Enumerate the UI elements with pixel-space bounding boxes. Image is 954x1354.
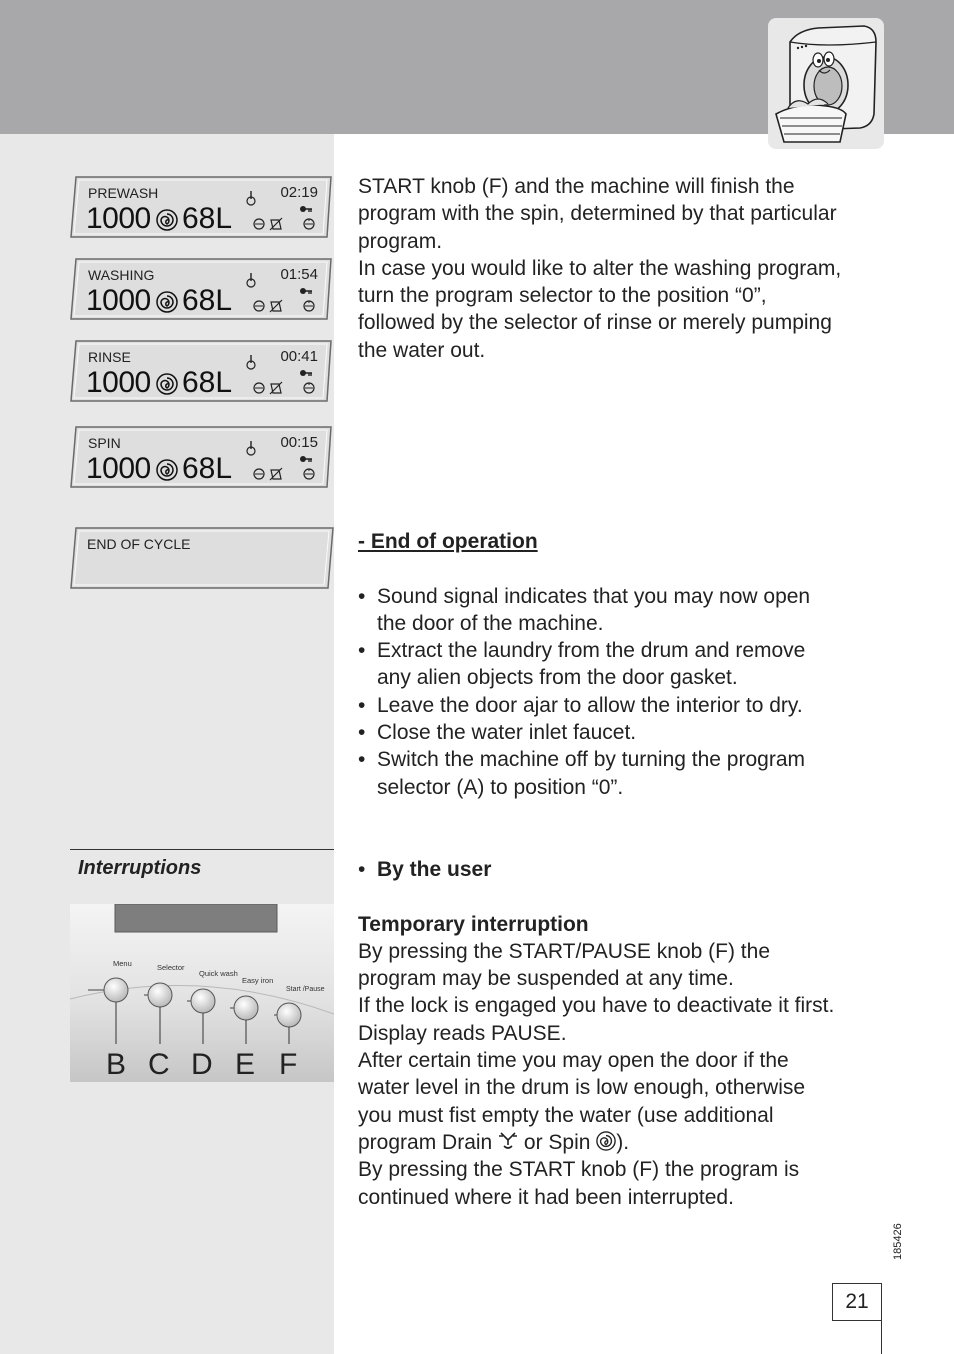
text-line: Sound signal indicates that you may now open [377, 584, 811, 608]
water-level-value: 68L [182, 366, 233, 399]
temporary-interruption-heading: Temporary interruption [358, 912, 589, 936]
list-item [358, 746, 898, 801]
spin-speed-value: 1000 [86, 284, 151, 317]
list-item [358, 719, 898, 746]
remaining-time: 00:41 [280, 348, 318, 365]
remaining-time: 02:19 [280, 184, 318, 201]
easy-iron-knob [234, 996, 258, 1020]
status-icons [246, 182, 326, 234]
callout-letter-f: F [279, 1048, 298, 1081]
interruptions-heading: Interruptions [78, 857, 202, 879]
callout-letter-e: E [235, 1048, 256, 1081]
callout-letter-d: D [191, 1048, 213, 1081]
text-line: Extract the laundry from the drum and remove [377, 639, 806, 663]
text-line: By pressing the START/PAUSE knob (F) the [358, 939, 770, 963]
start-pause-knob [277, 1003, 301, 1027]
display-screen-rinse [70, 340, 332, 402]
spin-icon [156, 209, 178, 231]
display-screen-spin [70, 426, 332, 488]
text-segment: program Drain [358, 1130, 499, 1154]
text-segment: or Spin [518, 1130, 597, 1154]
document-code-text: 185426 [892, 1223, 904, 1260]
by-user-heading: By the user [377, 858, 492, 881]
text-line: the water out. [358, 338, 486, 362]
text-line: Switch the machine off by turning the program [377, 748, 806, 772]
text-line: Display reads PAUSE. [358, 1021, 567, 1045]
menu-knob [104, 978, 128, 1002]
menu-button-label: Menu [113, 959, 132, 968]
document-code [880, 1222, 910, 1262]
text-segment: ). [616, 1130, 630, 1154]
status-icons [246, 264, 326, 316]
text-line: program may be suspended at any time. [358, 967, 734, 991]
text-line: Leave the door ajar to allow the interior to dry. [377, 693, 803, 717]
water-level-value: 68L [182, 284, 233, 317]
interruptions-list [358, 856, 898, 883]
page-number: 21 [832, 1283, 882, 1321]
page-number-rule [881, 1321, 882, 1354]
list-item [358, 692, 898, 719]
text-line: the door of the machine. [377, 611, 604, 635]
text-line: selector (A) to position “0”. [377, 775, 624, 799]
text-line: In case you would like to alter the washing program, [358, 256, 842, 280]
spin-icon [156, 459, 178, 481]
text-line: water level in the drum is low enough, otherwise [358, 1076, 806, 1100]
water-level-value: 68L [182, 452, 233, 485]
program-phase-label: SPIN [88, 435, 121, 451]
text-line: By pressing the START knob (F) the program is [358, 1158, 800, 1182]
spin-speed-value: 1000 [86, 202, 151, 235]
washing-machine-mascot-illustration [768, 18, 884, 149]
status-icons [246, 432, 326, 484]
text-line: any alien objects from the door gasket. [377, 666, 738, 690]
end-of-operation-section [358, 528, 898, 801]
remaining-time: 01:54 [280, 266, 318, 283]
water-level-value: 68L [182, 202, 233, 235]
status-icons [246, 346, 326, 398]
end-of-cycle-label: END OF CYCLE [87, 536, 191, 552]
program-phase-label: WASHING [88, 267, 155, 283]
spin-icon [596, 1131, 616, 1151]
list-item [358, 856, 898, 883]
text-line: turn the program selector to the position “0”, [358, 284, 767, 308]
spin-icon [156, 373, 178, 395]
text-line: After certain time you may open the door if the [358, 1049, 789, 1073]
section-divider [70, 849, 334, 850]
selector-button-label: Selector [157, 963, 185, 972]
text-line: If the lock is engaged you have to deactivate it first. [358, 994, 835, 1018]
intro-text [358, 173, 898, 364]
drain-icon [498, 1129, 518, 1151]
list-item [358, 637, 898, 692]
quick-wash-knob [191, 989, 215, 1013]
display-screen-prewash [70, 176, 332, 238]
program-phase-label: PREWASH [88, 185, 159, 201]
text-line: followed by the selector of rinse or merely pumping [358, 311, 832, 335]
list-item [358, 583, 898, 638]
selector-knob [148, 983, 172, 1007]
spin-speed-value: 1000 [86, 366, 151, 399]
callout-letter-c: C [148, 1048, 170, 1081]
display-screen-end-of-cycle [70, 527, 332, 589]
text-line: continued where it had been interrupted. [358, 1185, 734, 1209]
spin-speed-value: 1000 [86, 452, 151, 485]
drain-spin-line [358, 1129, 898, 1156]
text-line: program with the spin, determined by that particular [358, 202, 837, 226]
easy-iron-button-label: Easy iron [242, 976, 274, 985]
text-line: Close the water inlet faucet. [377, 721, 637, 745]
interruptions-section [358, 856, 898, 1211]
remaining-time: 00:15 [280, 434, 318, 451]
callout-letter-b: B [106, 1048, 127, 1081]
end-of-operation-heading: - End of operation [358, 530, 538, 553]
spin-icon [156, 291, 178, 313]
end-of-operation-list [358, 583, 898, 801]
quick-wash-button-label: Quick wash [199, 969, 238, 978]
display-screen-washing [70, 258, 332, 320]
start-pause-button-label: Start /Pause [286, 986, 325, 993]
text-line: you must fist empty the water (use additional [358, 1103, 774, 1127]
program-phase-label: RINSE [88, 349, 131, 365]
control-panel-illustration [70, 904, 334, 1082]
text-line: program. [358, 229, 443, 253]
text-line: START knob (F) and the machine will finish the [358, 175, 795, 198]
